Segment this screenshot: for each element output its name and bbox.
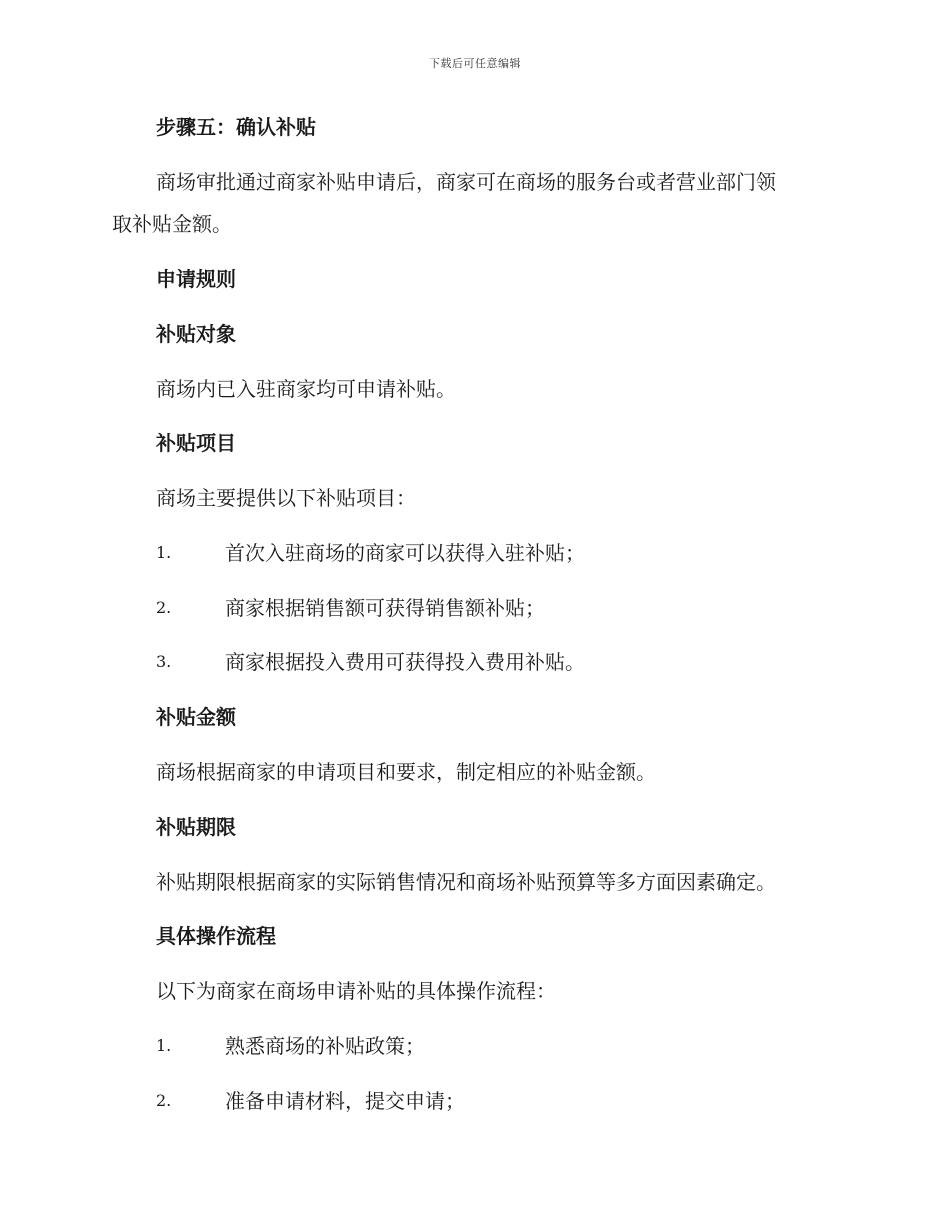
period-text: 补贴期限根据商家的实际销售情况和商场补贴预算等多方面因素确定。 — [156, 870, 776, 894]
list-item-number: 3. — [156, 652, 172, 671]
list-item-number: 1. — [156, 543, 172, 562]
items-intro: 商场主要提供以下补贴项目： — [156, 486, 416, 510]
list-item-text: 商家根据投入费用可获得投入费用补贴。 — [225, 650, 585, 674]
process-heading: 具体操作流程 — [156, 924, 276, 948]
target-text: 商场内已入驻商家均可申请补贴。 — [156, 377, 456, 401]
target-heading: 补贴对象 — [156, 322, 236, 346]
step5-paragraph-line1: 商场审批通过商家补贴申请后，商家可在商场的服务台或者营业部门领 — [156, 170, 776, 194]
rules-heading: 申请规则 — [156, 267, 236, 291]
step5-heading: 步骤五：确认补贴 — [156, 115, 316, 139]
list-item-text: 商家根据销售额可获得销售额补贴； — [225, 596, 545, 620]
list-item-number: 2. — [156, 1091, 172, 1110]
list-item-text: 熟悉商场的补贴政策； — [225, 1034, 425, 1058]
list-item-text: 准备申请材料，提交申请； — [225, 1089, 465, 1113]
list-item-number: 1. — [156, 1036, 172, 1055]
step5-paragraph-line2: 取补贴金额。 — [112, 212, 232, 236]
period-heading: 补贴期限 — [156, 815, 236, 839]
amount-heading: 补贴金额 — [156, 705, 236, 729]
process-intro: 以下为商家在商场申请补贴的具体操作流程： — [156, 979, 556, 1003]
page-header: 下载后可任意编辑 — [429, 57, 521, 70]
amount-text: 商场根据商家的申请项目和要求，制定相应的补贴金额。 — [156, 760, 656, 784]
items-heading: 补贴项目 — [156, 431, 236, 455]
list-item-text: 首次入驻商场的商家可以获得入驻补贴； — [225, 541, 585, 565]
list-item-number: 2. — [156, 598, 172, 617]
